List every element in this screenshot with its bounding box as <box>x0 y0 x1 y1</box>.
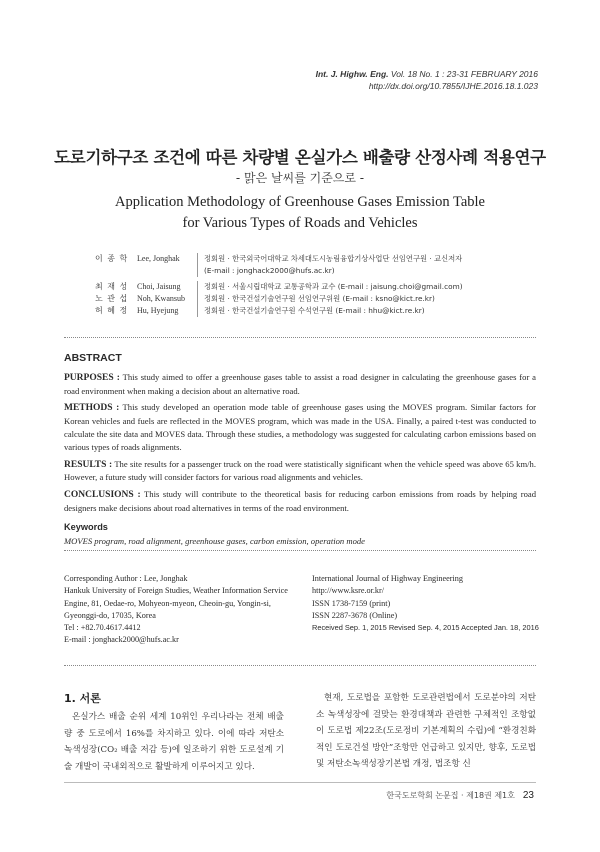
author-affiliation: 정회원 · 한국건설기술연구원 선임연구위원 (E-mail : ksno@kict.re.kr) <box>197 293 534 305</box>
page-number: 23 <box>522 790 534 801</box>
purposes-text: This study aimed to offer a greenhouse gases table to assist a road designer in calculating the greenhouse gases for a road environment when making a decision about an alternative road. <box>64 371 536 396</box>
abstract-heading: ABSTRACT <box>64 352 122 364</box>
author-affiliation: 정회원 · 한국건설기술연구원 수석연구원 (E-mail : hhu@kict.re.kr) <box>197 305 534 317</box>
journal-url[interactable]: http://www.ksre.or.kr/ <box>312 586 385 596</box>
conclusions-text: This study will contribute to the theoretical basis for reducing carbon emissions from roads by helping road designers make decisions about road alternatives in terms of the road environment. <box>64 489 536 513</box>
affiliation-text: 정회원 · 한국외국어대학교 차세대도시농림융합기상사업단 선임연구원 · 교신저자 <box>204 254 463 263</box>
methods-text: This study developed an operation mode table of greenhouse gases using the MOVES program. Similar factors for Korean vehicles and fuels are reflected in the MOVES program, which was made in the USA. Finally, a paired t-test was conducted to calculate the site data and MOVES data. Through these studies, a methodology was suggested for calculating carbon emissions based on various types of roads alignments. <box>64 402 537 452</box>
author-name-english: Hu, Hyejung <box>137 306 179 315</box>
abstract-results <box>64 458 536 485</box>
abstract-conclusions <box>64 488 536 515</box>
footer-divider <box>64 782 536 783</box>
author-row <box>95 305 534 317</box>
methods-label: METHODS : <box>64 403 120 414</box>
corr-line: Hankuk University of Foreign Studies, Weather Information Service <box>64 586 288 596</box>
author-name-korean: 노 관 섭 <box>95 294 129 303</box>
keywords-text: MOVES program, road alignment, greenhouse gases, carbon emission, operation mode <box>64 535 365 546</box>
author-name-english: Choi, Jaisung <box>137 282 181 291</box>
body-paragraph-right: 현재, 도로법을 포함한 도로관련법에서 도로분야의 저탄소 녹색성장에 걸맞는 환경대책과 관련한 구체적인 조항없이 도로법 제22조(도로정비 기본계획의 수립)에 “환경친화적인 도로건설 방안”조항만 언급하고 있지만, 향후, 도로법 및 저탄소녹색성장기본법 개정, 법조항 신 <box>316 693 536 770</box>
divider <box>64 337 536 338</box>
corr-line: Corresponding Author : Lee, Jonghak <box>64 574 188 583</box>
author-name-english: Lee, Jonghak <box>137 254 180 263</box>
english-title <box>0 192 600 234</box>
conclusions-label: CONCLUSIONS : <box>64 490 141 501</box>
author-name-korean: 최 재 성 <box>95 282 129 291</box>
journal-citation <box>316 68 538 92</box>
journal-info-line: ISSN 1738-7159 (print) <box>312 598 391 608</box>
corr-email: E-mail : jonghack2000@hufs.ac.kr <box>64 635 179 645</box>
abstract-section <box>64 352 536 547</box>
corr-line: Gyeonggi-do, 17035, Korea <box>64 610 156 620</box>
keywords-heading: Keywords <box>64 521 108 532</box>
divider <box>64 665 536 666</box>
journal-info-block <box>312 573 542 634</box>
abstract-methods <box>64 401 536 453</box>
author-row <box>95 253 534 277</box>
body-column-right <box>316 690 536 773</box>
author-name-korean: 이 종 학 <box>95 254 129 263</box>
corr-line: Tel : +82.70.4617.4412 <box>64 623 141 633</box>
english-title-line1: Application Methodology of Greenhouse Gases Emission Table <box>114 194 485 210</box>
author-affiliation: 정회원 · 서울시립대학교 교통공학과 교수 (E-mail : jaisung.choi@gmail.com) <box>197 281 534 293</box>
journal-info-line: ISSN 2287-3678 (Online) <box>312 610 398 620</box>
affiliation-email: (E-mail : jonghack2000@hufs.ac.kr) <box>204 266 335 275</box>
author-list <box>95 253 534 317</box>
results-text: The site results for a passenger truck on the road were statistically significant when the vehicle speed was above 65 km/h. However, a future study will consider factors for various road alignments and vehicles. <box>64 458 537 483</box>
section-heading: 1. 서론 <box>64 692 101 705</box>
corr-line: Engine, 81, Oedae-ro, Mohyeon-myeon, Cheoin-gu, Yongin-si, <box>64 598 271 608</box>
journal-info-line: International Journal of Highway Engineering <box>312 574 463 583</box>
author-row <box>95 293 534 305</box>
korean-subtitle: - 맑은 날씨를 기준으로 - <box>235 171 365 185</box>
korean-title: 도로기하구조 조건에 따른 차량별 온실가스 배출량 산정사례 적용연구 <box>54 148 546 167</box>
footer-journal: 한국도로학회 논문집 · 제18권 제1호 <box>386 791 515 800</box>
english-title-line2: for Various Types of Roads and Vehicles <box>182 215 418 231</box>
divider <box>64 550 536 551</box>
author-name-english: Noh, Kwansub <box>137 294 185 303</box>
doi-link[interactable]: http://dx.doi.org/10.7855/IJHE.2016.18.1.023 <box>368 81 538 91</box>
page-footer <box>386 790 534 801</box>
body-paragraph-left: 온실가스 배출 순위 세계 10위인 우리나라는 전체 배출량 중 도로에서 16%를 차지하고 있다. 이에 따라 저탄소 녹색성장(CO₂ 배출 저감 등)에 일조하기 위한 도로설계 기술 개발이 국내외적으로 활발하게 이루어지고 있다. <box>64 712 284 772</box>
author-name-korean: 허 혜 정 <box>95 306 129 315</box>
author-row <box>95 281 534 293</box>
abstract-purposes <box>64 371 536 398</box>
journal-name: Int. J. Highw. Eng. <box>315 69 389 79</box>
results-label: RESULTS : <box>64 459 113 470</box>
purposes-label: PURPOSES : <box>64 372 120 383</box>
journal-volume: Vol. 18 No. 1 : 23-31 FEBRUARY 2016 <box>390 69 538 79</box>
author-affiliation <box>197 253 534 277</box>
corresponding-author-block <box>64 573 289 647</box>
received-dates: Received Sep. 1, 2015 Revised Sep. 4, 2015 Accepted Jan. 18, 2016 <box>312 623 539 633</box>
